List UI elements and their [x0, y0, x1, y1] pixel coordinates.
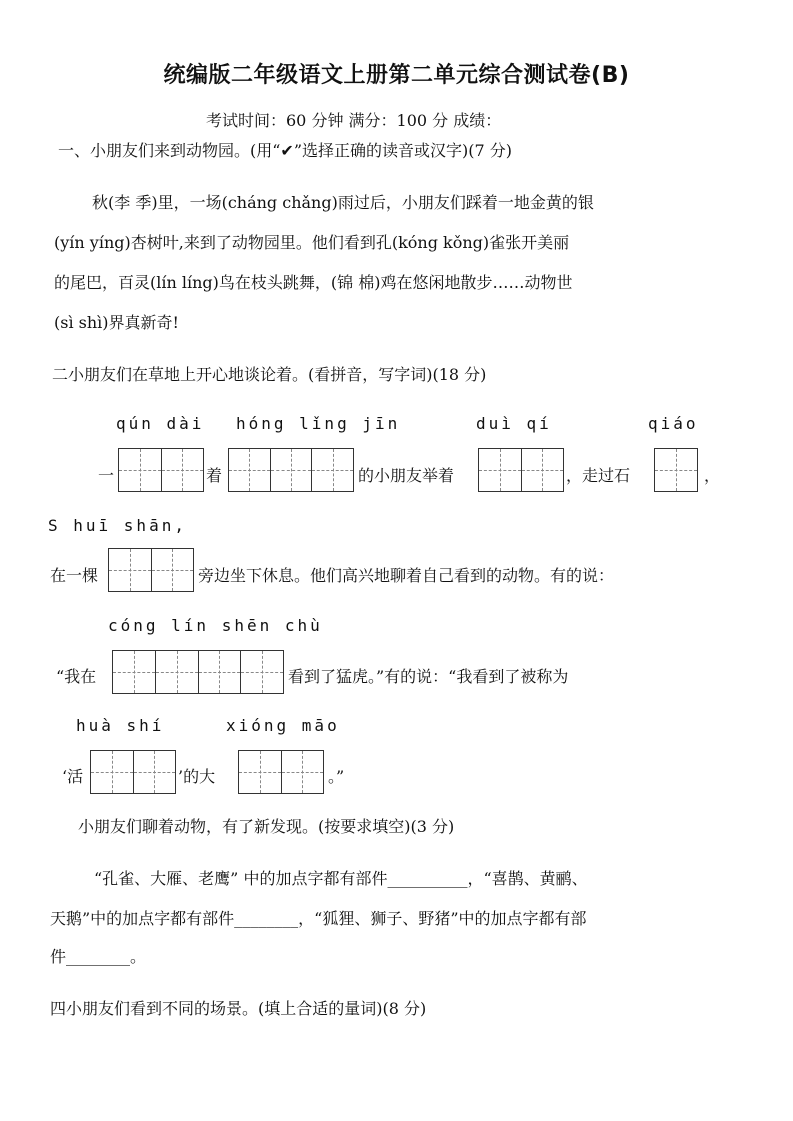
pinyin-honglingjin: hóng lǐng jīn — [236, 414, 401, 433]
pinyin-huashi: huà shí — [76, 716, 165, 735]
q3-heading: 小朋友们聊着动物，有了新发现。(按要求填空)(3 分) — [78, 817, 455, 836]
pinyin-duiqi: duì qí — [476, 414, 552, 433]
answer-box-qiao[interactable] — [654, 448, 698, 492]
page-title: 统编版二年级语文上册第二单元综合测试卷(B) — [163, 63, 630, 88]
row1-text-1: 一 — [98, 466, 115, 485]
row1-text-3: 的小朋友举着 — [358, 466, 455, 485]
row4-text-1: ‘活 — [62, 767, 84, 786]
row3-text-2: 看到了猛虎。”有的说：“我看到了被称为 — [288, 667, 569, 686]
q3-line-3: 件________。 — [50, 947, 147, 966]
row1-text-5: ， — [704, 466, 721, 485]
row1-text-4: ，走过石 — [566, 466, 631, 485]
pinyin-huishan: S huī shān, — [48, 516, 187, 535]
pinyin-qiao: qiáo — [648, 414, 699, 433]
q1-line-2: (yín yíng)杏树叶,来到了动物园里。他们看到孔(kóng kǒng)雀张开美丽 — [54, 233, 570, 252]
answer-box-huashi[interactable] — [90, 750, 176, 794]
pinyin-conglinshenchu: cóng lín shēn chù — [108, 616, 323, 635]
row1-text-2: 着 — [206, 466, 223, 485]
q1-line-4: (sì shì)界真新奇! — [54, 313, 179, 332]
q1-heading: 一、小朋友们来到动物园。(用“✔”选择正确的读音或汉字)(7 分) — [58, 141, 513, 160]
pinyin-qundai: qún dài — [116, 414, 205, 433]
row3-text-1: “我在 — [56, 667, 97, 686]
q3-line-2: 天鹅”中的加点字都有部件________，“狐狸、狮子、野猪”中的加点字都有部 — [50, 909, 587, 928]
row4-text-2: ’的大 — [178, 767, 216, 786]
q4-heading: 四小朋友们看到不同的场景。(填上合适的量词)(8 分) — [50, 999, 427, 1018]
answer-box-huishan[interactable] — [108, 548, 194, 592]
row2-text-1: 在一棵 — [50, 566, 99, 585]
q1-line-3: 的尾巴，百灵(lín líng)鸟在枝头跳舞，(锦 棉)鸡在悠闲地散步……动物世 — [54, 273, 573, 292]
row2-text-2: 旁边坐下休息。他们高兴地聊着自己看到的动物。有的说： — [198, 566, 615, 585]
answer-box-honglingjin[interactable] — [228, 448, 354, 492]
q3-line-1: “孔雀、大雁、老鹰” 中的加点字都有部件__________，“喜鹊、黄鹂、 — [94, 869, 588, 888]
q2-heading: 二小朋友们在草地上开心地谈论着。(看拼音，写字词)(18 分) — [52, 365, 487, 384]
row4-text-3: 。” — [328, 767, 345, 786]
exam-info: 考试时间：60 分钟 满分：100 分 成绩： — [206, 111, 502, 130]
answer-box-conglinshenchu[interactable] — [112, 650, 284, 694]
pinyin-xiongmao: xióng māo — [226, 716, 340, 735]
answer-box-qundai[interactable] — [118, 448, 204, 492]
q1-line-1: 秋(李 季)里，一场(cháng chǎng)雨过后，小朋友们踩着一地金黄的银 — [92, 193, 594, 212]
answer-box-duiqi[interactable] — [478, 448, 564, 492]
answer-box-xiongmao[interactable] — [238, 750, 324, 794]
